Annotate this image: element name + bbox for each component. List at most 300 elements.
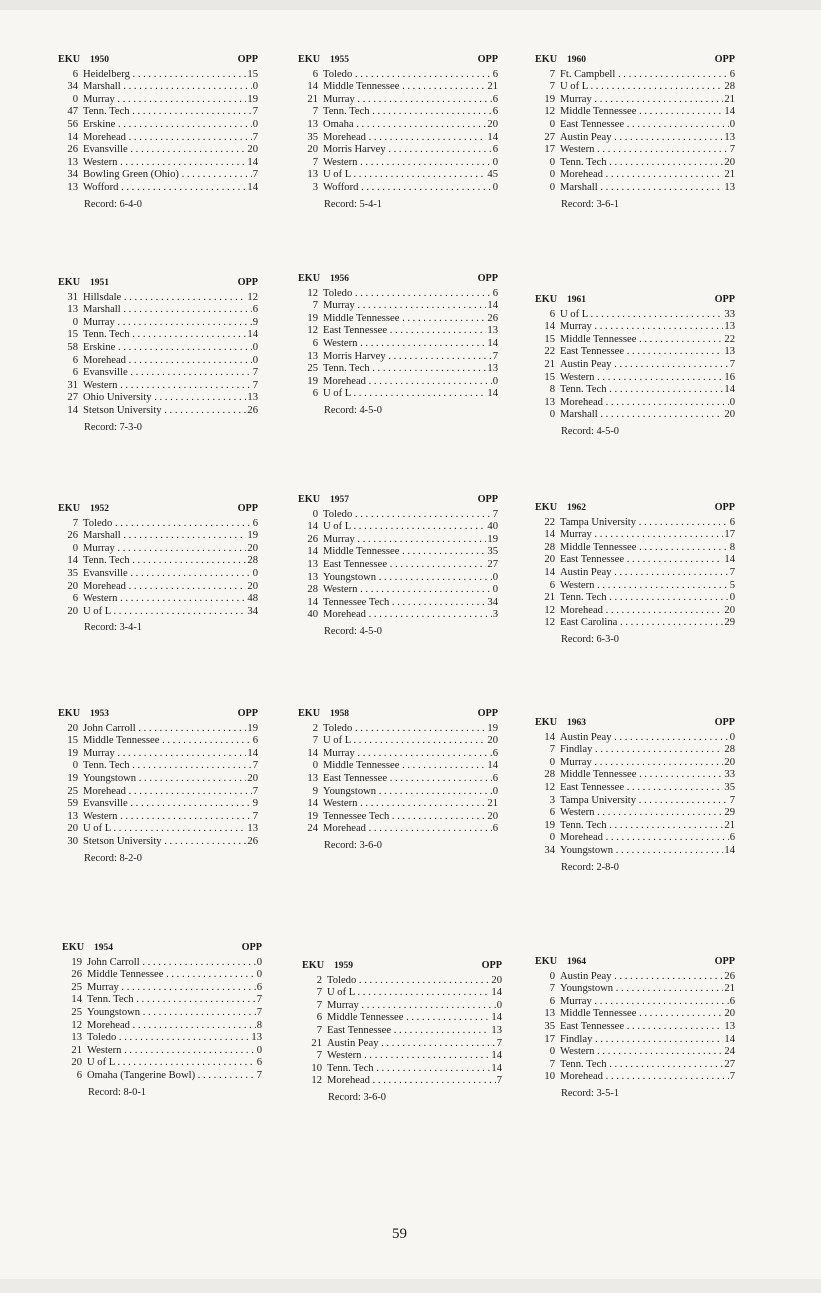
eku-score: 13 — [67, 304, 78, 316]
game-row — [62, 957, 262, 970]
opp-column-header: OPP — [714, 54, 735, 65]
game-row — [298, 534, 498, 547]
opp-column-header: OPP — [714, 717, 735, 728]
opponent-name: East Tennessee . . . — [560, 119, 729, 132]
opponent-score: 6 — [252, 517, 258, 529]
game-row — [58, 144, 258, 157]
game-row — [298, 119, 498, 132]
eku-column-header: EKU — [58, 277, 81, 288]
eku-score: 6 — [72, 354, 78, 366]
game-row — [58, 157, 258, 170]
opponent-name: Western . . . — [560, 372, 723, 385]
opponent-name: Tenn. Tech . . . — [323, 363, 486, 376]
season-year: 1964 — [567, 957, 586, 967]
season-year: 1952 — [90, 504, 109, 514]
game-row — [535, 81, 735, 94]
opponent-score: 5 — [729, 579, 735, 591]
opponent-name: Morehead . . . — [560, 605, 723, 618]
opponent-name: Evansville . . . — [83, 798, 252, 811]
eku-score: 28 — [544, 769, 555, 781]
opponent-name: Toledo . . . — [83, 518, 252, 531]
eku-score: 13 — [67, 181, 78, 193]
opponent-name: Youngstown . . . — [560, 983, 723, 996]
opponent-score: 14 — [247, 747, 258, 759]
eku-score: 0 — [549, 970, 555, 982]
game-row — [62, 1032, 262, 1045]
eku-score: 14 — [544, 321, 555, 333]
eku-score: 0 — [549, 118, 555, 130]
eku-score: 7 — [72, 517, 78, 529]
opponent-name: Stetson University . . . — [83, 836, 246, 849]
game-row — [535, 321, 735, 334]
eku-score: 26 — [71, 969, 82, 981]
eku-score: 13 — [307, 558, 318, 570]
opponent-score: 20 — [247, 144, 258, 156]
opponent-name: U of L . . . — [560, 309, 723, 322]
opponent-score: 7 — [252, 106, 258, 118]
game-row — [535, 106, 735, 119]
game-row — [302, 1063, 502, 1076]
game-row — [535, 832, 735, 845]
opponent-score: 0 — [492, 156, 498, 168]
game-row — [58, 317, 258, 330]
opponent-name: Morehead . . . — [560, 1071, 729, 1084]
season-header — [535, 54, 735, 67]
game-row — [298, 509, 498, 522]
opponent-name: Middle Tennessee . . . — [560, 1008, 723, 1021]
eku-score: 8 — [549, 384, 555, 396]
opponent-score: 14 — [724, 106, 735, 118]
eku-column-header: EKU — [298, 273, 321, 284]
eku-score: 14 — [307, 747, 318, 759]
eku-column-header: EKU — [298, 54, 321, 65]
opponent-score: 19 — [487, 722, 498, 734]
opponent-name: Murray . . . — [327, 1000, 496, 1013]
eku-score: 21 — [307, 93, 318, 105]
eku-score: 56 — [67, 118, 78, 130]
opponent-score: 6 — [492, 93, 498, 105]
opponent-name: U of L . . . — [323, 169, 486, 182]
page-number: 59 — [392, 1226, 407, 1242]
opponent-name: Marshall . . . — [83, 81, 252, 94]
eku-score: 13 — [67, 810, 78, 822]
eku-score: 7 — [549, 68, 555, 80]
opponent-name: Morris Harvey . . . — [323, 351, 492, 364]
season-block — [58, 503, 258, 635]
opponent-score: 7 — [729, 566, 735, 578]
opponent-score: 7 — [252, 169, 258, 181]
opponent-score: 13 — [724, 321, 735, 333]
game-row — [298, 325, 498, 338]
opponent-score: 6 — [256, 1057, 262, 1069]
game-row — [298, 351, 498, 364]
opponent-name: Western . . . — [83, 380, 252, 393]
opp-column-header: OPP — [477, 273, 498, 284]
eku-score: 13 — [71, 1032, 82, 1044]
eku-column-header: EKU — [298, 494, 321, 505]
opponent-score: 0 — [256, 969, 262, 981]
game-row — [535, 359, 735, 372]
opponent-score: 7 — [496, 1037, 502, 1049]
opponent-score: 8 — [256, 1019, 262, 1031]
opponent-name: Hillsdale . . . — [83, 292, 246, 305]
season-year: 1957 — [330, 495, 349, 505]
game-row — [298, 559, 498, 572]
opponent-name: Morehead . . . — [323, 376, 492, 389]
eku-score: 25 — [67, 785, 78, 797]
opponent-name: Murray . . . — [560, 94, 723, 107]
opponent-name: Wofford . . . — [83, 182, 246, 195]
game-row — [535, 769, 735, 782]
season-header — [298, 273, 498, 286]
eku-score: 13 — [307, 571, 318, 583]
eku-column-header: EKU — [535, 294, 558, 305]
opponent-name: Youngstown . . . — [87, 1007, 256, 1020]
eku-score: 0 — [72, 316, 78, 328]
opponent-score: 16 — [724, 371, 735, 383]
opponent-name: Evansville . . . — [83, 367, 252, 380]
season-record: Record: 7-3-0 — [84, 421, 142, 433]
opponent-name: Austin Peay . . . — [560, 732, 729, 745]
eku-score: 14 — [307, 521, 318, 533]
opponent-name: Murray . . . — [560, 321, 723, 334]
season-record: Record: 8-2-0 — [84, 852, 142, 864]
opp-column-header: OPP — [477, 54, 498, 65]
game-row — [298, 572, 498, 585]
game-row — [62, 1020, 262, 1033]
opponent-score: 8 — [729, 541, 735, 553]
opponent-score: 6 — [492, 772, 498, 784]
season-header — [58, 277, 258, 290]
opponent-name: Western . . . — [560, 144, 729, 157]
eku-score: 21 — [311, 1037, 322, 1049]
opponent-score: 27 — [487, 558, 498, 570]
game-row — [58, 355, 258, 368]
opponent-name: East Tennessee . . . — [323, 773, 492, 786]
opponent-name: Murray . . . — [83, 543, 246, 556]
opponent-name: Toledo . . . — [323, 509, 492, 522]
opponent-name: Morehead . . . — [87, 1020, 256, 1033]
game-row — [535, 372, 735, 385]
game-row — [58, 182, 258, 195]
game-row — [58, 169, 258, 182]
opponent-name: East Tennessee . . . — [560, 782, 723, 795]
eku-score: 28 — [307, 584, 318, 596]
opponent-name: Middle Tennessee . . . — [323, 81, 486, 94]
game-row — [535, 169, 735, 182]
opponent-name: Western . . . — [83, 811, 252, 824]
opponent-score: 14 — [487, 131, 498, 143]
game-row — [535, 1034, 735, 1047]
opponent-score: 0 — [492, 375, 498, 387]
eku-score: 6 — [312, 337, 318, 349]
opponent-name: East Carolina . . . — [560, 617, 723, 630]
opponent-score: 7 — [729, 1071, 735, 1083]
eku-score: 10 — [311, 1062, 322, 1074]
eku-score: 58 — [67, 341, 78, 353]
eku-score: 20 — [307, 144, 318, 156]
eku-score: 12 — [71, 1019, 82, 1031]
game-row — [62, 1007, 262, 1020]
opponent-name: Toledo . . . — [323, 723, 486, 736]
opponent-score: 26 — [724, 970, 735, 982]
season-block — [535, 956, 735, 1101]
game-row — [302, 1000, 502, 1013]
opponent-score: 13 — [487, 325, 498, 337]
opponent-name: Tenn. Tech . . . — [83, 329, 246, 342]
opponent-score: 21 — [724, 983, 735, 995]
opponent-name: Murray . . . — [83, 317, 252, 330]
eku-score: 26 — [307, 533, 318, 545]
opp-column-header: OPP — [477, 494, 498, 505]
opponent-score: 0 — [729, 396, 735, 408]
opponent-score: 0 — [256, 956, 262, 968]
opp-column-header: OPP — [481, 960, 502, 971]
opponent-score: 9 — [252, 316, 258, 328]
game-row — [302, 1038, 502, 1051]
game-row — [58, 81, 258, 94]
opponent-score: 0 — [492, 571, 498, 583]
eku-score: 6 — [72, 593, 78, 605]
eku-score: 0 — [549, 409, 555, 421]
opponent-name: Morehead . . . — [560, 397, 729, 410]
game-row — [298, 338, 498, 351]
opponent-name: Tampa University . . . — [560, 517, 729, 530]
opponent-score: 0 — [492, 584, 498, 596]
game-row — [302, 1050, 502, 1063]
opponent-score: 34 — [247, 605, 258, 617]
opponent-score: 14 — [491, 1062, 502, 1074]
game-row — [535, 605, 735, 618]
opponent-score: 13 — [724, 131, 735, 143]
season-year: 1950 — [90, 55, 109, 65]
opponent-name: Findlay . . . — [560, 1034, 723, 1047]
eku-score: 20 — [67, 722, 78, 734]
eku-score: 20 — [544, 554, 555, 566]
eku-score: 22 — [544, 346, 555, 358]
game-row — [535, 971, 735, 984]
season-block — [298, 708, 498, 853]
opponent-score: 0 — [729, 592, 735, 604]
eku-score: 6 — [312, 388, 318, 400]
eku-score: 19 — [307, 810, 318, 822]
eku-score: 30 — [67, 835, 78, 847]
opponent-name: Middle Tennessee . . . — [560, 334, 723, 347]
eku-score: 20 — [71, 1057, 82, 1069]
opponent-name: Middle Tennessee . . . — [323, 760, 486, 773]
eku-score: 17 — [544, 1033, 555, 1045]
opponent-name: U of L . . . — [323, 388, 486, 401]
eku-score: 7 — [549, 983, 555, 995]
opponent-name: Middle Tennessee . . . — [323, 546, 486, 559]
game-row — [298, 300, 498, 313]
eku-score: 15 — [544, 371, 555, 383]
game-row — [298, 811, 498, 824]
game-row — [298, 748, 498, 761]
eku-score: 7 — [549, 81, 555, 93]
opponent-name: Morehead . . . — [83, 581, 246, 594]
season-header — [535, 502, 735, 515]
game-row — [535, 346, 735, 359]
season-year: 1961 — [567, 295, 586, 305]
eku-score: 7 — [316, 987, 322, 999]
game-row — [58, 69, 258, 82]
season-block — [298, 54, 498, 211]
game-row — [298, 760, 498, 773]
eku-score: 7 — [312, 735, 318, 747]
eku-score: 14 — [71, 994, 82, 1006]
game-row — [298, 182, 498, 195]
game-row — [58, 798, 258, 811]
opponent-score: 0 — [492, 181, 498, 193]
opp-column-header: OPP — [714, 956, 735, 967]
eku-column-header: EKU — [62, 942, 85, 953]
season-record: Record: 3-6-0 — [324, 839, 382, 851]
game-row — [298, 169, 498, 182]
opp-column-header: OPP — [237, 503, 258, 514]
opponent-score: 19 — [487, 533, 498, 545]
game-row — [58, 723, 258, 736]
eku-score: 34 — [67, 81, 78, 93]
season-header — [298, 494, 498, 507]
season-block — [298, 494, 498, 639]
opponent-score: 27 — [724, 1058, 735, 1070]
opponent-name: Western . . . — [327, 1050, 490, 1063]
opponent-score: 0 — [252, 81, 258, 93]
game-row — [58, 773, 258, 786]
game-row — [535, 983, 735, 996]
opponent-name: Ohio University . . . — [83, 392, 246, 405]
eku-score: 19 — [307, 375, 318, 387]
eku-score: 31 — [67, 379, 78, 391]
eku-score: 6 — [76, 1069, 82, 1081]
opponent-score: 7 — [729, 794, 735, 806]
game-row — [58, 119, 258, 132]
opponent-score: 0 — [252, 118, 258, 130]
opponent-name: Youngstown . . . — [323, 786, 492, 799]
opponent-score: 7 — [252, 379, 258, 391]
game-row — [535, 94, 735, 107]
opponent-name: Western . . . — [323, 338, 486, 351]
eku-score: 27 — [67, 392, 78, 404]
game-row — [58, 304, 258, 317]
scan-top-edge — [0, 0, 821, 10]
opponent-name: Middle Tennessee . . . — [327, 1012, 490, 1025]
opponent-score: 40 — [487, 521, 498, 533]
season-year: 1963 — [567, 718, 586, 728]
opponent-score: 21 — [724, 93, 735, 105]
opponent-name: Bowling Green (Ohio) . . . — [83, 169, 252, 182]
opponent-score: 14 — [247, 156, 258, 168]
eku-score: 12 — [544, 604, 555, 616]
opponent-name: East Tennessee . . . — [327, 1025, 490, 1038]
season-header — [298, 708, 498, 721]
game-row — [58, 748, 258, 761]
opponent-name: Tenn. Tech . . . — [83, 106, 252, 119]
opponent-score: 0 — [256, 1044, 262, 1056]
opponent-score: 6 — [492, 106, 498, 118]
eku-score: 12 — [307, 287, 318, 299]
game-row — [535, 182, 735, 195]
game-row — [302, 1025, 502, 1038]
season-block — [535, 294, 735, 439]
opponent-score: 6 — [492, 68, 498, 80]
opponent-score: 13 — [247, 392, 258, 404]
eku-score: 34 — [67, 169, 78, 181]
opponent-score: 29 — [724, 807, 735, 819]
opponent-score: 6 — [492, 287, 498, 299]
season-block — [58, 277, 258, 434]
eku-score: 12 — [311, 1075, 322, 1087]
eku-score: 13 — [307, 772, 318, 784]
opponent-name: Tenn. Tech . . . — [83, 760, 252, 773]
game-row — [58, 380, 258, 393]
opponent-score: 13 — [247, 823, 258, 835]
game-row — [535, 542, 735, 555]
game-row — [535, 69, 735, 82]
game-row — [535, 567, 735, 580]
eku-column-header: EKU — [58, 54, 81, 65]
season-block — [58, 708, 258, 865]
game-row — [58, 106, 258, 119]
opponent-score: 7 — [252, 760, 258, 772]
eku-score: 0 — [549, 156, 555, 168]
eku-score: 14 — [307, 81, 318, 93]
season-year: 1953 — [90, 709, 109, 719]
eku-score: 59 — [67, 798, 78, 810]
opponent-score: 3 — [492, 609, 498, 621]
opponent-score: 35 — [724, 781, 735, 793]
opponent-name: Erskine . . . — [83, 342, 252, 355]
eku-score: 20 — [67, 605, 78, 617]
eku-score: 27 — [544, 131, 555, 143]
season-year: 1958 — [330, 709, 349, 719]
eku-score: 12 — [544, 106, 555, 118]
game-row — [58, 581, 258, 594]
season-header — [535, 956, 735, 969]
eku-score: 14 — [67, 404, 78, 416]
opponent-score: 45 — [487, 169, 498, 181]
opponent-score: 48 — [247, 593, 258, 605]
game-row — [62, 994, 262, 1007]
opponent-name: Omaha (Tangerine Bowl) . . . — [87, 1070, 256, 1083]
opponent-score: 20 — [491, 974, 502, 986]
eku-score: 2 — [316, 974, 322, 986]
opponent-score: 7 — [496, 1075, 502, 1087]
opponent-name: Youngstown . . . — [83, 773, 246, 786]
eku-score: 21 — [544, 358, 555, 370]
opp-column-header: OPP — [477, 708, 498, 719]
eku-column-header: EKU — [298, 708, 321, 719]
game-row — [535, 996, 735, 1009]
season-record: Record: 3-6-1 — [561, 198, 619, 210]
opponent-score: 7 — [729, 358, 735, 370]
season-block — [62, 942, 262, 1099]
eku-score: 10 — [544, 1071, 555, 1083]
eku-score: 0 — [312, 508, 318, 520]
eku-score: 19 — [67, 772, 78, 784]
game-row — [58, 836, 258, 849]
eku-score: 7 — [312, 156, 318, 168]
opponent-score: 0 — [252, 567, 258, 579]
game-row — [58, 811, 258, 824]
opp-column-header: OPP — [241, 942, 262, 953]
eku-score: 2 — [312, 722, 318, 734]
game-row — [62, 1057, 262, 1070]
eku-score: 15 — [67, 735, 78, 747]
opponent-score: 33 — [724, 769, 735, 781]
game-row — [535, 757, 735, 770]
